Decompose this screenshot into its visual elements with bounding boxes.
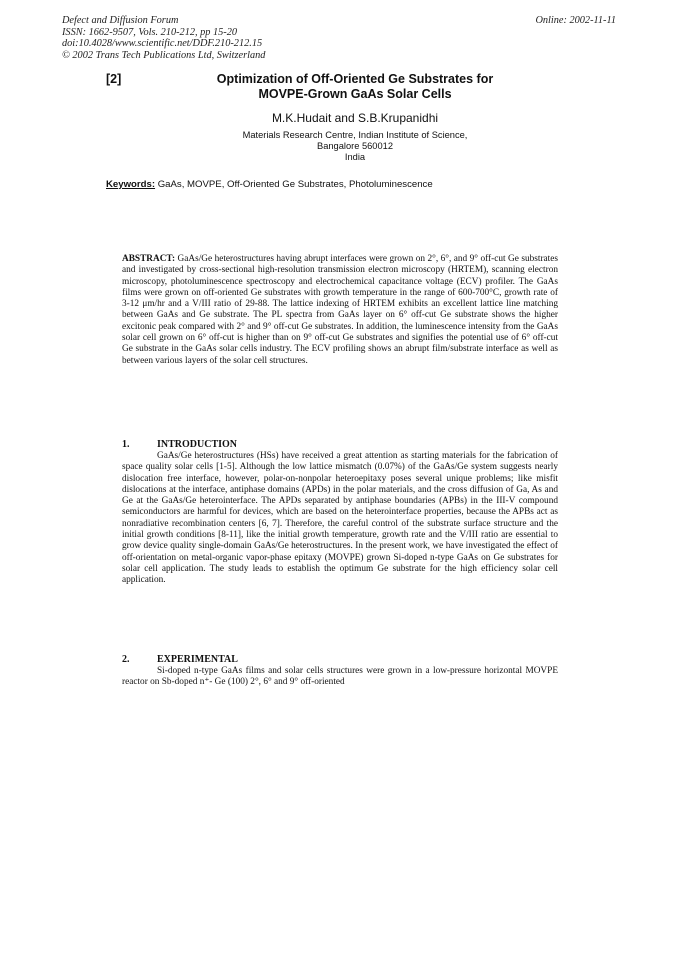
paper-title — [150, 72, 560, 102]
introduction-paragraph: GaAs/Ge heterostructures (HSs) have received a great attention as starting materials for the fabrication of space quality solar cells [1-5]. Although the low lattice mismatch (0.07%) of the GaAs/Ge system suggests nearly dislocation free interface, however, polar-on-nonpolar heteroepitaxy poses several unique problems; like misfit dislocations at the interface, antiphase domains (APDs) in the polar materials, and the cross diffusion of Ga, As and Ge at the GaAs/Ge heterointerface. The APDs separated by antiphase boundaries (APBs) in the III-V compound semiconductors are harmful for devices, which are based on the heterointerface properties, because the APBs act as nonradiative recombination centers [6, 7]. Therefore, the careful control of the substrate surface structure and the initial growth conditions [8-11], like the initial growth temperature, growth rate and the V/III ratio are essential to grow device quality single-domain GaAs/Ge heterostructures. In the present work, we have investigated the effect of off-orientation on metal-organic vapor-phase epitaxy (MOVPE) grown Si-doped n-type GaAs on Ge substrates for solar cell application. The study leads to establish the optimum Ge substrate for the high efficiency solar cell application. — [122, 451, 558, 586]
affiliation-line-1: Materials Research Centre, Indian Institute of Science, — [242, 130, 468, 140]
journal-name: Defect and Diffusion Forum — [62, 15, 179, 26]
issn-line: ISSN: 1662-9507, Vols. 210-212, pp 15-20 — [62, 26, 238, 38]
section-number: 1. — [122, 439, 130, 450]
reference-number: [2] — [106, 72, 122, 86]
journal-header — [62, 15, 265, 61]
abstract-label: ABSTRACT: — [122, 254, 176, 264]
keywords — [106, 179, 433, 190]
abstract-text: GaAs/Ge heterostructures having abrupt interfaces were grown on 2°, 6°, and 9° off-cut Ge substrates and investigated by cross-sectional high-resolution transmission electron microscopy (HRTEM), scanning electron microscopy, photoluminescence spectroscopy and electrochemical capacitance voltage (ECV) profiler. The GaAs films were grown on off-oriented Ge substrates with growth temperature in the range of 600-700°C, growth rate of 3-12 μm/hr and a V/III ratio of 29-88. The lattice indexing of HRTEM exhibits an excellent lattice line matching between GaAs and Ge substrate. The PL spectra from GaAs layer on 6° off-cut Ge substrate shows the higher excitonic peak compared with 2° and 9° off-cut Ge substrates. In addition, the luminescence intensity from the GaAs solar cell grown on 6° off-cut is higher than on 9° off-cut Ge substrates and signifies the potential use of 6° off-cut Ge substrate in the GaAs solar cells industry. The ECV profiling shows an abrupt film/substrate interface as well as between various layers of the solar cell structures. — [122, 254, 559, 366]
copyright-line: © 2002 Trans Tech Publications Ltd, Switzerland — [62, 49, 266, 61]
doi-line: doi:10.4028/www.scientific.net/DDF.210-212.15 — [62, 38, 263, 50]
authors: M.K.Hudait and S.B.Krupanidhi — [271, 111, 439, 125]
section-number: 2. — [122, 654, 130, 665]
abstract — [122, 254, 558, 367]
online-date: Online: 2002-11-11 — [535, 15, 616, 26]
affiliation-line-3: India — [344, 152, 366, 162]
keywords-label: Keywords: — [106, 179, 156, 190]
title-line-1: Optimization of Off-Oriented Ge Substrates for — [216, 72, 494, 86]
keywords-text: GaAs, MOVPE, Off-Oriented Ge Substrates, Photoluminescence — [157, 179, 433, 190]
title-line-2: MOVPE-Grown GaAs Solar Cells — [258, 87, 452, 101]
affiliation-line-2: Bangalore 560012 — [317, 141, 393, 151]
introduction-body — [122, 451, 558, 587]
experimental-body — [122, 666, 558, 689]
affiliation — [150, 130, 560, 163]
section-title: INTRODUCTION — [157, 439, 238, 450]
experimental-paragraph: Si-doped n-type GaAs films and solar cells structures were grown in a low-pressure horizontal MOVPE reactor on Sb-doped n⁺- Ge (100) 2°, 6° and 9° off-oriented — [122, 666, 558, 688]
section-title: EXPERIMENTAL — [157, 654, 238, 665]
